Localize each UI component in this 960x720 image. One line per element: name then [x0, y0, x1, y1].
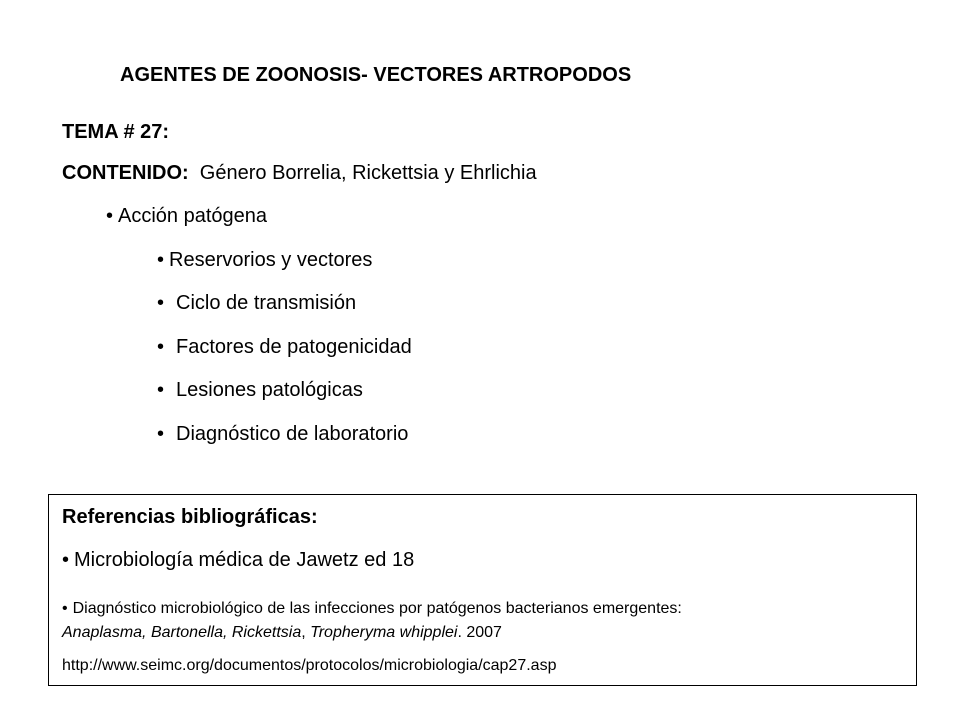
bullet-text: Lesiones patológicas — [176, 379, 363, 401]
slide-title: AGENTES DE ZOONOSIS- VECTORES ARTROPODOS — [120, 64, 632, 86]
bullet-marker: • — [62, 549, 70, 571]
bullet-item — [157, 336, 412, 359]
bullet-item — [157, 249, 372, 272]
content-line — [62, 162, 537, 185]
reference-year: . 2007 — [457, 624, 502, 641]
bullet-marker: • — [157, 423, 165, 445]
reference-genera: Anaplasma, Bartonella, Rickettsia — [62, 624, 302, 641]
bullet-text: Factores de patogenicidad — [176, 336, 412, 358]
bullet-text: Acción patógena — [118, 205, 268, 227]
topic-number: TEMA # 27: — [62, 121, 170, 143]
bullet-item — [157, 423, 408, 446]
bullet-marker: • — [62, 600, 68, 617]
bullet-text: Diagnóstico de laboratorio — [176, 423, 409, 445]
bullet-item — [157, 379, 363, 402]
content-label: CONTENIDO: — [62, 162, 189, 184]
reference-text: Diagnóstico microbiológico de las infecciones por patógenos bacterianos emergentes: — [72, 600, 682, 617]
bullet-item — [106, 205, 267, 228]
bullet-text: Ciclo de transmisión — [176, 292, 357, 314]
bullet-marker: • — [157, 379, 165, 401]
reference-text: Microbiología médica de Jawetz ed 18 — [74, 549, 415, 571]
references-box — [48, 494, 917, 686]
content-text: Género Borrelia, Rickettsia y Ehrlichia — [199, 162, 537, 184]
bullet-marker: • — [106, 205, 114, 227]
reference-species: Tropheryma whipplei — [310, 624, 458, 641]
reference-item — [62, 549, 414, 572]
reference-item — [62, 597, 682, 645]
references-title: Referencias bibliográficas: — [62, 506, 318, 528]
bullet-marker: • — [157, 292, 165, 314]
bullet-marker: • — [157, 336, 165, 358]
bullet-text: Reservorios y vectores — [169, 249, 373, 271]
reference-separator: , — [301, 624, 311, 641]
bullet-marker: • — [157, 249, 165, 271]
reference-url: http://www.seimc.org/documentos/protocolos/microbiologia/cap27.asp — [62, 657, 557, 674]
bullet-item — [157, 292, 356, 315]
